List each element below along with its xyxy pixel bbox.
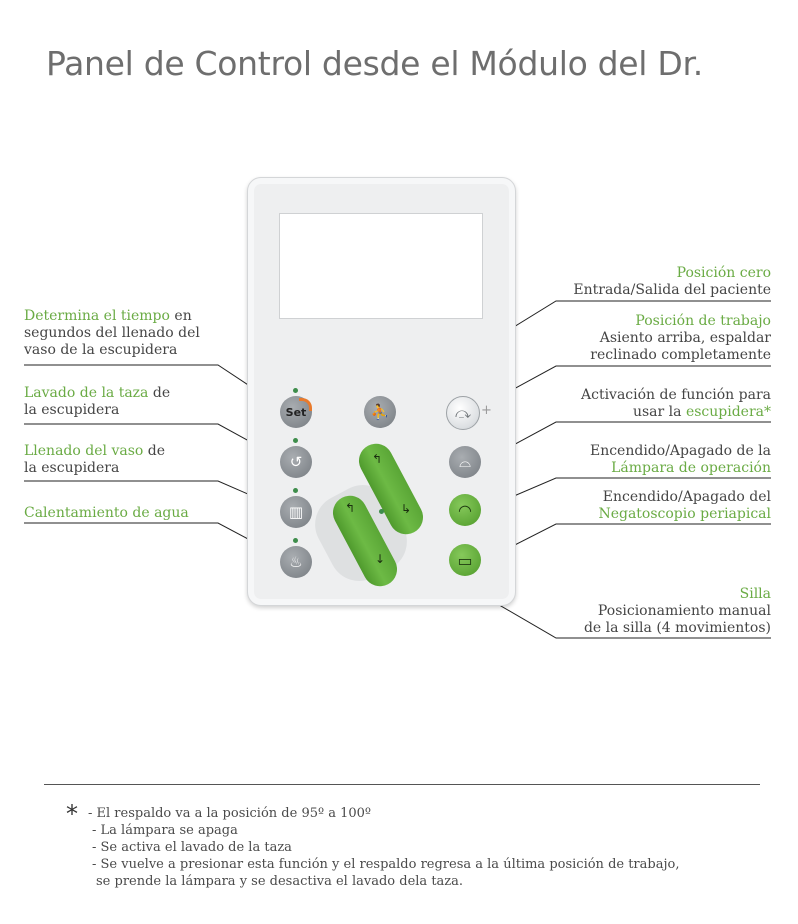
zero-position-icon: ⛹ [370,403,390,421]
operating-lamp-icon: ◠ [458,500,472,520]
footnote-divider [44,784,760,785]
label-silla-highlight: Silla [739,586,771,602]
label-lampara-line1: Encendido/Apagado de la [589,443,771,459]
water-heat-button[interactable] [280,546,312,578]
water-heat-icon: ♨ [289,553,303,571]
label-silla-line3: de la silla (4 movimientos) [583,620,771,636]
label-posicion-cero [573,265,771,299]
label-lampara-highlight: Lámpara de operación [611,460,771,476]
set-button[interactable] [280,396,312,428]
label-posicion-trabajo-line2: Asiento arriba, espaldar [599,330,771,346]
xray-viewer-button[interactable] [449,544,481,576]
operating-lamp-button[interactable] [449,494,481,526]
footnote-item: - La lámpara se apaga [92,823,238,838]
plus-icon: + [481,403,492,418]
xray-viewer-icon: ▭ [457,550,473,570]
label-calentamiento [24,505,189,522]
page-title: Panel de Control desde el Módulo del Dr. [46,44,703,83]
label-llenado-rest: de [143,443,166,459]
spittoon-icon: ⌓ [459,453,471,471]
label-llenado-highlight: Llenado del vaso [24,443,144,459]
leader-negatoscopio [493,524,771,556]
label-silla [584,586,771,637]
label-posicion-trabajo-line3: reclinado completamente [590,347,771,363]
back-up-icon[interactable]: ↰ [372,452,383,466]
zero-position-button[interactable] [364,396,396,428]
led-calentamiento [293,538,298,543]
work-position-icon: ⤼ [454,404,472,422]
set-icon: Set [285,405,307,419]
label-posicion-cero-highlight: Posición cero [676,265,771,281]
label-escupidera-line1: Activación de función para [581,387,771,403]
label-posicion-cero-line2: Entrada/Salida del paciente [573,282,771,298]
label-silla-line2: Posicionamiento manual [597,603,771,619]
led-lavado [293,438,298,443]
cup-fill-button[interactable] [280,496,312,528]
spittoon-button[interactable] [449,446,481,478]
label-lavado [24,385,170,419]
label-tiempo-line2: segundos del llenado del [24,325,200,341]
label-escupidera [581,387,771,421]
footnote-list [88,805,679,890]
footnote-star: * [66,800,78,828]
led-silla [379,509,384,514]
label-negatoscopio-line1: Encendido/Apagado del [602,489,771,505]
footnote-item: se prende la lámpara y se desactiva el lavado dela taza. [96,874,464,889]
work-position-button[interactable] [446,396,480,430]
cup-wash-icon: ↺ [289,453,303,471]
footnote-item: - El respaldo va a la posición de 95º a 100º [88,806,372,821]
leader-llenado [24,481,280,508]
label-lampara [590,443,771,477]
label-tiempo-highlight: Determina el tiempo [24,308,170,324]
label-lavado-line2: la escupidera [24,402,120,418]
leader-calentamiento [24,523,280,556]
panel-display [279,213,483,319]
label-lavado-rest: de [148,385,171,401]
label-llenado-line2: la escupidera [24,460,120,476]
footnote-item: - Se activa el lavado de la taza [92,840,292,855]
label-posicion-trabajo-highlight: Posición de trabajo [635,313,771,329]
back-down-icon[interactable]: ↳ [401,502,412,516]
footnote-item: - Se vuelve a presionar esta función y el respaldo regresa a la última posición de trabajo, [92,857,680,872]
label-tiempo-line3: vaso de la escupidera [24,342,178,358]
seat-down-icon[interactable]: ↓ [375,552,386,566]
label-llenado [24,443,165,477]
label-escupidera-prefix: usar la [632,404,686,420]
cup-fill-icon: ▥ [288,503,304,521]
label-negatoscopio [598,489,771,523]
label-tiempo-rest: en [169,308,192,324]
led-set [293,388,298,393]
label-posicion-trabajo [590,313,771,364]
label-lavado-highlight: Lavado de la taza [24,385,149,401]
led-llenado [293,488,298,493]
label-tiempo [24,308,200,359]
label-negatoscopio-highlight: Negatoscopio periapical [598,506,771,522]
cup-wash-button[interactable] [280,446,312,478]
label-escupidera-highlight: escupidera* [685,404,771,420]
label-calentamiento-highlight: Calentamiento de agua [24,505,189,521]
seat-up-icon[interactable]: ↰ [345,501,356,515]
